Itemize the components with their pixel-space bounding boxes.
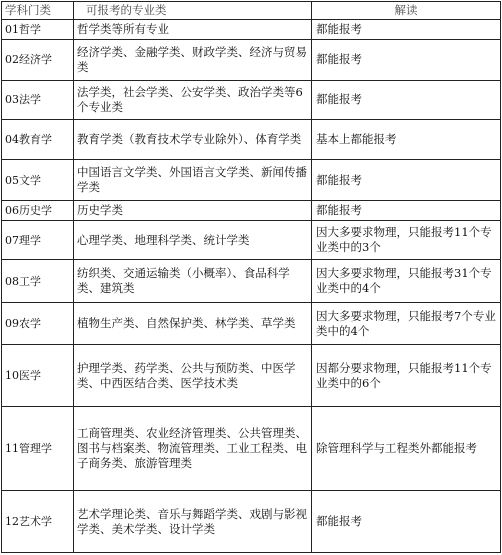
majors-cell: 心理学类、地理科学类、统计学类 (74, 221, 312, 260)
subject-table (1, 1, 501, 553)
note-cell: 除管理科学与工程类外都能报考 (312, 407, 501, 491)
category-cell: 06历史学 (2, 200, 74, 220)
majors-cell: 护理学类、药学类、公共与预防类、中医学类、中西医结合类、医学技术类 (74, 345, 312, 407)
category-cell: 09农学 (2, 302, 74, 345)
note-cell: 都能报考 (312, 160, 501, 200)
note-cell: 都能报考 (312, 200, 501, 220)
note-cell: 因大多要求物理，只能报考31个专业类中的4个 (312, 260, 501, 303)
note-cell: 都能报考 (312, 80, 501, 119)
majors-cell: 艺术学理论类、音乐与舞蹈学类、戏剧与影视学类、美术学类、设计学类 (74, 491, 312, 553)
category-cell: 08工学 (2, 260, 74, 303)
table-row (2, 40, 501, 80)
header-note: 解读 (312, 2, 501, 20)
majors-cell: 纺织类、交通运输类（小概率）、食品科学类、建筑类 (74, 260, 312, 303)
note-cell: 因大多要求物理，只能报考11个专业类中的3个 (312, 221, 501, 260)
table-row (2, 160, 501, 200)
table-row (2, 491, 501, 553)
table-row (2, 20, 501, 40)
table-row (2, 260, 501, 303)
majors-cell: 中国语言文学类、外国语言文学类、新闻传播学类 (74, 160, 312, 200)
header-row (2, 2, 501, 20)
table-row (2, 221, 501, 260)
category-cell: 04教育学 (2, 119, 74, 159)
category-cell: 01哲学 (2, 20, 74, 40)
table-row (2, 302, 501, 345)
category-cell: 10医学 (2, 345, 74, 407)
category-cell: 11管理学 (2, 407, 74, 491)
table-row (2, 407, 501, 491)
header-category: 学科门类 (2, 2, 74, 20)
majors-cell: 工商管理类、农业经济管理类、公共管理类、图书与档案类、物流管理类、工业工程类、电子商务类、旅游管理类 (74, 407, 312, 491)
majors-cell: 历史学类 (74, 200, 312, 220)
table-row (2, 345, 501, 407)
category-cell: 03法学 (2, 80, 74, 119)
note-cell: 因大多要求物理，只能报考7个专业类中的4个 (312, 302, 501, 345)
note-cell: 都能报考 (312, 20, 501, 40)
table-row (2, 119, 501, 159)
category-cell: 05文学 (2, 160, 74, 200)
table-row (2, 200, 501, 220)
category-cell: 02经济学 (2, 40, 74, 80)
note-cell: 基本上都能报考 (312, 119, 501, 159)
note-cell: 都能报考 (312, 40, 501, 80)
note-cell: 因都分要求物理，只能报考11个专业类中的6个 (312, 345, 501, 407)
majors-cell: 植物生产类、自然保护类、林学类、草学类 (74, 302, 312, 345)
majors-cell: 经济学类、金融学类、财政学类、经济与贸易类 (74, 40, 312, 80)
category-cell: 07理学 (2, 221, 74, 260)
majors-cell: 法学类，社会学类、公安学类、政治学类等6个专业类 (74, 80, 312, 119)
header-majors: 可报考的专业类 (74, 2, 312, 20)
majors-cell: 教育学类（教育技术学专业除外）、体育学类 (74, 119, 312, 159)
table-row (2, 80, 501, 119)
category-cell: 12艺术学 (2, 491, 74, 553)
majors-cell: 哲学类等所有专业 (74, 20, 312, 40)
note-cell: 都能报考 (312, 491, 501, 553)
